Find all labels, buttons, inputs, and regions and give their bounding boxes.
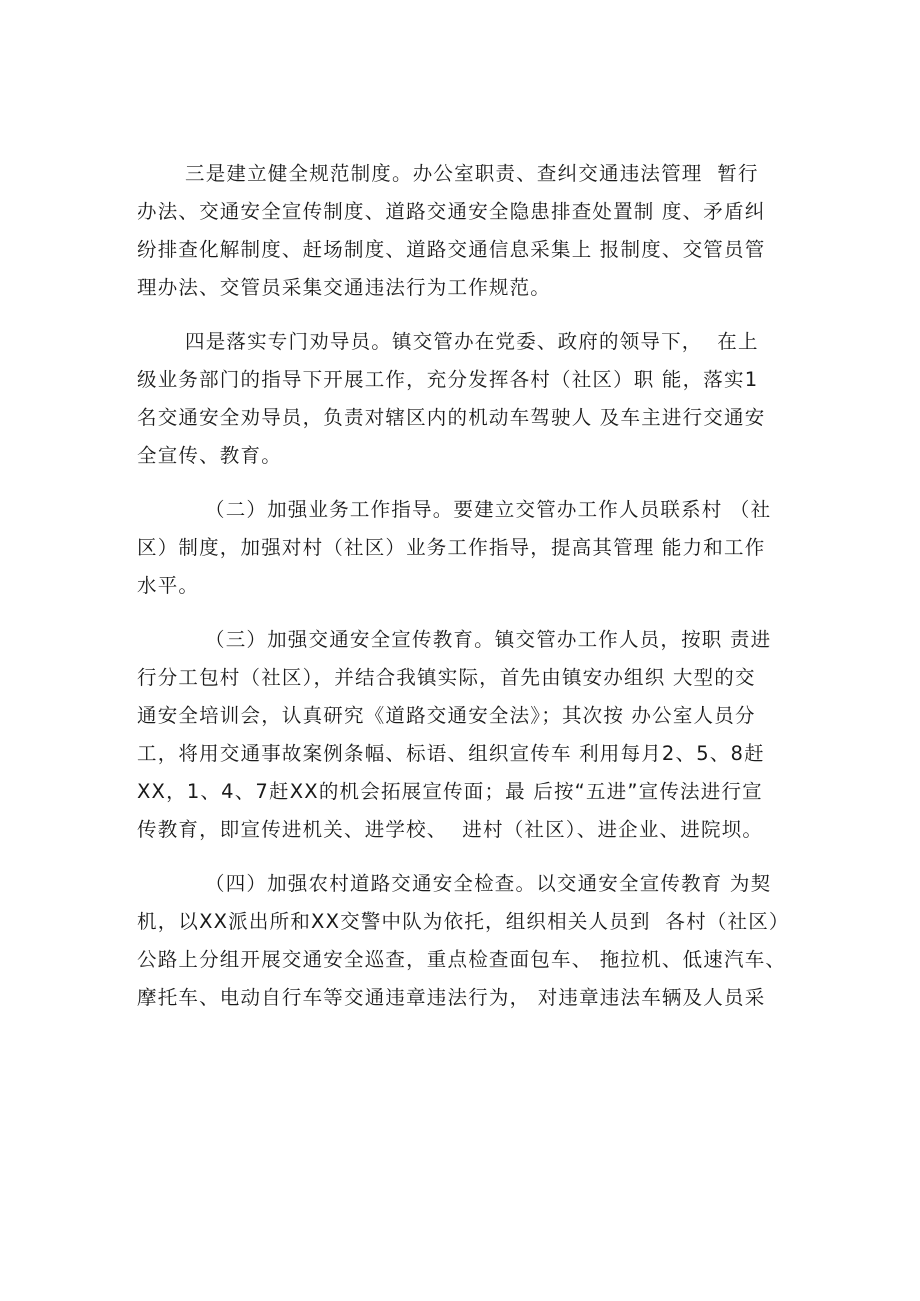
- text-line: 区）制度，加强对村（社区）业务工作指导，提高其管理 能力和工作: [137, 536, 766, 559]
- text-line: 通安全培训会，认真研究《道路交通安全法》；其次按 办公室人员分: [137, 704, 756, 727]
- text-line: 四是落实专门劝导员。镇交管办在党委、政府的领导下， 在上: [185, 330, 759, 353]
- text-line: （二）加强业务工作指导。要建立交管办工作人员联系村 （社: [205, 498, 772, 521]
- text-line: 办法、交通安全宣传制度、道路交通安全隐患排查处置制 度、矛盾纠: [137, 200, 766, 223]
- text-line: 公路上分组开展交通安全巡查，重点检查面包车、 拖拉机、低速汽车、: [137, 948, 787, 971]
- text-line: 级业务部门的指导下开展工作，充分发挥各村（社区）职 能，落实1: [137, 368, 759, 391]
- text-line: 纷排查化解制度、赶场制度、道路交通信息采集上 报制度、交管员管: [137, 238, 766, 261]
- text-line: 摩托车、电动自行车等交通违章违法行为， 对违章违法车辆及人员采: [137, 986, 766, 1009]
- text-line: XX，1、4、7赶XX的机会拓展宣传面；最 后按“五进”宣传法进行宣: [137, 780, 763, 803]
- text-line: （四）加强农村道路交通安全检查。以交通安全宣传教育 为契: [205, 872, 772, 895]
- paragraph-regulations: [137, 155, 797, 307]
- text-line: 水平。: [137, 574, 200, 597]
- text-line: 全宣传、教育。: [137, 444, 282, 467]
- text-line: 名交通安全劝导员，负责对辖区内的机动车驾驶人 及车主进行交通安: [137, 406, 766, 429]
- paragraph-publicity: [137, 621, 797, 849]
- text-line: 传教育，即宣传进机关、进学校、 进村（社区）、进企业、进院坝。: [137, 818, 764, 841]
- text-line: 行分工包村（社区），并结合我镇实际，首先由镇安办组织 大型的交: [137, 666, 756, 689]
- text-line: 理办法、交管员采集交通违法行为工作规范。: [137, 276, 552, 299]
- document-body: [137, 155, 797, 1017]
- paragraph-business-guidance: [137, 491, 797, 605]
- paragraph-inspection: [137, 865, 797, 1017]
- text-line: 机，以XX派出所和XX交警中队为依托，组织相关人员到 各村（社区）: [137, 910, 790, 933]
- text-line: （三）加强交通安全宣传教育。镇交管办工作人员，按职 责进: [205, 628, 772, 651]
- text-line: 工，将用交通事故案例条幅、标语、组织宣传车 利用每月2、5、8赶: [137, 742, 765, 765]
- paragraph-guides: [137, 323, 797, 475]
- text-line: 三是建立健全规范制度。办公室职责、查纠交通违法管理 暂行: [185, 162, 759, 185]
